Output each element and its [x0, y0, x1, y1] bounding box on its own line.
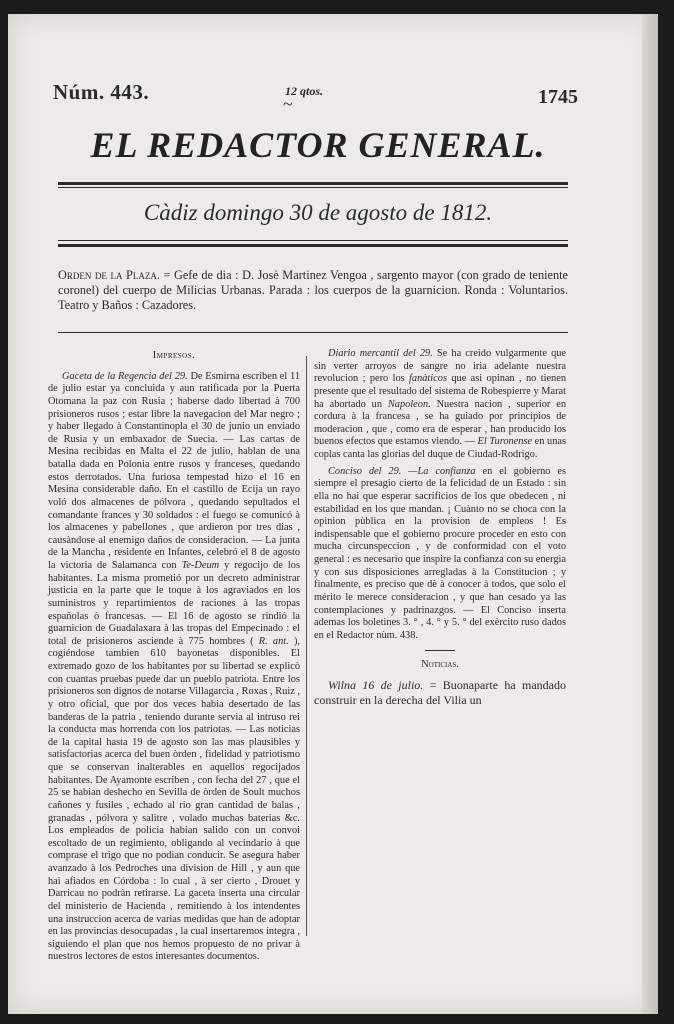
napoleon: Napoleon	[387, 398, 429, 410]
orden-de-la-plaza	[58, 268, 568, 313]
wilna-text: = Buonaparte ha mandado construir en la derecha del Vilia un	[314, 678, 566, 707]
diario-title: Diario mercantil del 29.	[328, 348, 433, 359]
orden-text: = Gefe de dia : D. Josè Martinez Vengoa , sargento mayor (con grado de teniente coronel) del cuerpo de Milicias Urbanas. Parada : los cuerpos de la guarnicion. Ronda : Voluntarios. Teatro y Baños : Cazadores.	[58, 268, 568, 312]
newspaper-page	[8, 14, 658, 1014]
wilna-paragraph	[314, 678, 566, 708]
dateline: Càdiz domingo 30 de agosto de 1812.	[143, 200, 493, 225]
section-heading-noticias: Noticias.	[421, 659, 459, 671]
orden-lead: Orden de la Plaza.	[58, 268, 160, 282]
price-ornament: ~	[283, 94, 293, 114]
issue-number: Núm. 443.	[53, 80, 150, 104]
divider	[58, 187, 568, 188]
conciso-title: Conciso del 29. —	[328, 465, 418, 477]
page-number: 1745	[538, 86, 578, 108]
conciso-text: en el gobierno es siempre el presagio cierto de la felicidad de un Estado : sin ella no hai que esperar sacrificios de los que obedecen , ni estabilidad en los que mandan. ¡ Cuànto no se choca con la opinion pùblica en la provision de empleos ! Es indispensable que el gobierno procure proceder en esto con mucha circunspeccion , y de conformidad con el voto general : es necesario que inspire la confianza con su energìa y con sus disposiciones arregladas à la Constitucion ; y finalmente, es preciso que dè à conocer à todos, que solo el mérito le merece consideracion , y que han cesado ya las contemplaciones y padrinazgos. — El Conciso inserta ademas los boletines 3. ° , 4. ° y 5. ° del exèrcito ruso dados en el Redactor nùm. 438.	[314, 465, 566, 641]
diario-text: Se ha creido vulgarmente que sin verter arroyos de sangre no iria adelante nuestra revolucion ; pero los	[314, 348, 567, 385]
diario-text-2: que asi opinan , no tienen presente que el resultado del sistema de Robespierre y Marat ha abortado un	[314, 373, 566, 410]
conciso-paragraph	[314, 466, 566, 643]
divider	[58, 332, 568, 333]
gaceta-text-3: ), cogiéndose tambien 610 bayonetas disponibles. El extremado gozo de los habitantes por su libertad se explicò con cuantas pruebas puede dar un pueblo patriota. Entre los prisioneros son dignos de notarse Villagarcìa , Roxas , Ruiz , y otro oficial, que por dos veces habia desertado de las banderas de la patria , teniendo durante servia al intruso rei la conducta mas horrenda con los patriotas. — Las noticias de la capital hasta 19 de agosto son las mas plausibles y satisfactorias acerca del buen òrden , fidelidad y patriotismo que se conservan inalterables en aquellos regocijados habitantes. De Ayamonte escriben , con fecha del 27 , que el 25 se habian deshecho en Sevilla de òrden de Soult muchos cañones y fusiles , echado al rio gran cantidad de balas , granadas , pólvora y salitre , volado muchas baterias &c. Los empleados de policia habian salido con un convoi escoltado de un regimiento, obligando al vecindario à que comprase el trigo que no podian conducir. Se asegura haber avanzado à los Pedroches una division de Hill , y aun que hai afiados en Córdoba : lo cual , à ser cierto , Drouet y Darricau no podràn retirarse. La gaceta inserta una circular del ministerio de Hacienda , remitiendo à los intendentes una instruccion acerca de varias medidas que han de adoptar en las provincias desocupadas , la cual insertaremos íntegra , siguiendo el plan que nos hemos propuesto de no privar à nuestros lectores de estos interesantes documentos.	[48, 635, 300, 963]
divider	[58, 244, 568, 247]
divider	[58, 182, 568, 185]
column-divider	[306, 356, 307, 936]
divider	[58, 240, 568, 241]
turonense: El Turonense	[477, 436, 533, 448]
masthead-top	[53, 80, 578, 114]
gaceta-title: Gaceta de la Regencia del 29.	[62, 370, 188, 382]
text-column-right	[314, 348, 566, 712]
gaceta-text: De Esmirna escriben el 11 de julio estar ya concluida y aun ratificada por la Puerta Otomana la paz con Rusia ; haberse dado libertad à 700 prisioneros rusos ; estar libre la navegacion del Mar negro ; y haber llegado à Constantinopla el 30 de junio un enviado de Rusia y un embaxador de Suecia. — Las cartas de Mesina recibidas en Malta el 22 de julio, hablan de una batalla dada en Polonia entre rusos y franceses, quedando estos derrotados. Una furiosa tempestad hizo el 16 en Mesina considerable daño. En el castillo de Ecija un rayo voló dos almacenes de pólvora , quedando sepultados el comandante frances y 30 soldados : el fuego se comunicó à los almacenes y pabellones , que ardieron por tres dias , causàndose al enemigo daños de consideracion. — La junta de la Mancha , residente en Infantes, celebró el 8 de agosto la victoria de Salamanca con	[48, 370, 300, 571]
r-ant: R. ant.	[258, 635, 289, 647]
price: 12 qtos.	[285, 84, 324, 98]
gaceta-text-2: y regocijo de los habitantes. La misma prometió por un decreto administrar justicia en la parte que le toque à los agraviados en los suministros y repartimientos de raciones à las tropas españolas ò francesas. — El 16 de agosto se rindió la guarnicion de Guadalaxara à las tropas del Empecinado : el total de prisioneros asciende à 775 hombres (	[48, 560, 301, 647]
text-column-left	[48, 348, 300, 968]
small-divider	[425, 650, 455, 651]
te-deum: Te-Deum	[181, 560, 220, 571]
section-heading-impresos: Impresos.	[152, 350, 196, 361]
diario-text-3: . Nuestra nacion , superior en cordura à la francesa , se ha guiado por principios de moderacion , que , como era de esperar , han producido los buenos efectos que estamos viendo. —	[314, 398, 567, 448]
newspaper-title: EL REDACTOR GENERAL.	[90, 125, 546, 165]
conciso-italic: La confianza	[417, 465, 476, 477]
gaceta-paragraph	[48, 371, 300, 964]
diario-paragraph	[314, 348, 566, 462]
wilna-title: Wilna 16 de julio.	[328, 678, 424, 692]
page-edge	[642, 14, 658, 1014]
diario-text-4: en unas coplas canta las glorias del duque de Ciudad-Rodrigo.	[314, 436, 566, 460]
fanaticos: fanàticos	[409, 373, 447, 385]
